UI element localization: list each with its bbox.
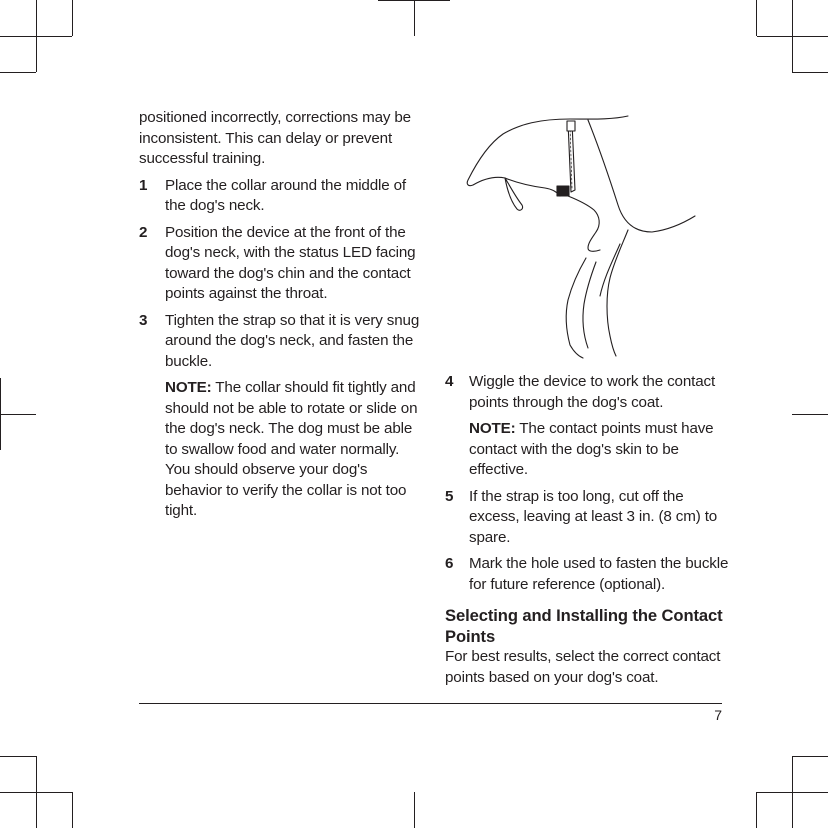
collar-device <box>557 186 569 196</box>
note-label: NOTE: <box>469 420 516 437</box>
step-text: If the strap is too long, cut off the excess, leaving at least 3 in. (8 cm) to spare. <box>469 487 718 546</box>
dog-head-outline <box>467 116 628 186</box>
step-text: Tighten the strap so that it is very snug around the dog's neck, and fasten the buckle. <box>165 311 420 370</box>
step-number: 1 <box>139 176 148 194</box>
note-text: The collar should fit tightly and should not be able to rotate or slide on the dog's neck. The dog must be able to swallow food and water normally. You should observe your dog's behavior to verify the collar is not too tight. <box>165 379 418 519</box>
step-number: 3 <box>139 311 148 329</box>
collar-strap <box>568 122 575 192</box>
note-text: The contact points must have contact with the dog's skin to be effective. <box>469 420 714 478</box>
step-5 <box>445 487 730 549</box>
step-number: 6 <box>445 555 454 572</box>
step-number: 5 <box>445 487 454 505</box>
neck-chest-outline <box>568 196 600 251</box>
step-text: Position the device at the front of the dog's neck, with the status LED facing toward the dog's chin and the contact points against the throat. <box>165 223 416 302</box>
step-text: Wiggle the device to work the contact points through the dog's coat. <box>469 373 716 411</box>
step-text: Mark the hole used to fasten the buckle for future reference (optional). <box>469 555 729 593</box>
step-6 <box>445 554 730 595</box>
right-column <box>445 372 730 688</box>
step-4 <box>445 372 730 413</box>
muzzle-outline <box>505 178 560 196</box>
step-text: Place the collar around the middle of the dog's neck. <box>165 176 406 214</box>
section-body: For best results, select the correct contact points based on your dog's coat. <box>445 648 721 686</box>
note-label: NOTE: <box>165 379 212 396</box>
section-heading: Selecting and Installing the Contact Points <box>445 606 723 646</box>
step-number: 2 <box>139 223 148 241</box>
collar-buckle <box>567 121 575 131</box>
front-leg-right-inner <box>600 244 620 296</box>
page-number: 7 <box>714 707 722 723</box>
front-leg-left-inner <box>583 262 596 348</box>
footer-rule <box>139 703 722 704</box>
contact-note <box>445 419 730 481</box>
step-number: 4 <box>445 373 454 390</box>
intro-paragraph: positioned incorrectly, corrections may be inconsistent. This can delay or prevent successful training. <box>139 109 411 167</box>
back-outline <box>588 120 695 232</box>
